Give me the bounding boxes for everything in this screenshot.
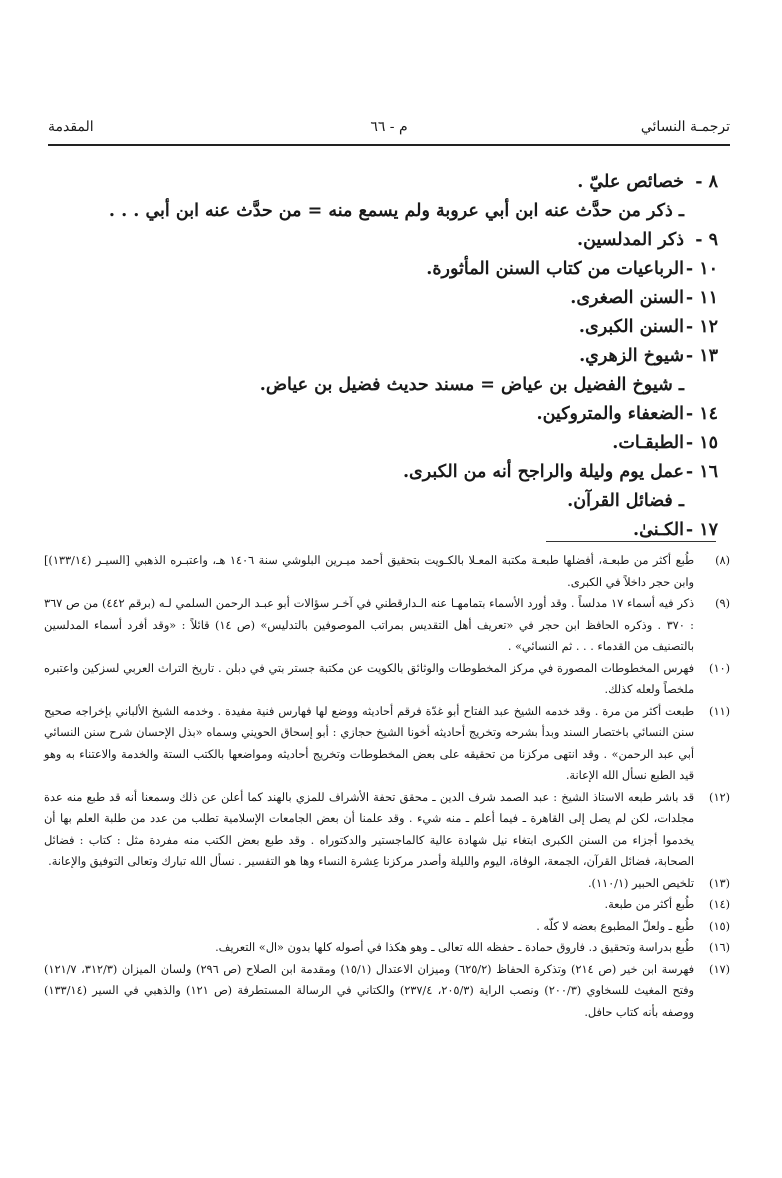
item-text: ذكر المدلسين. xyxy=(576,230,684,250)
footnote-text: تلخيص الحبير (١١٠/١). xyxy=(587,876,694,890)
item-text: ـ شيوخ الفضيل بن عياض = مسند حديث فضيل بن عياض. xyxy=(259,375,684,395)
footnote xyxy=(44,658,730,701)
item-number: ٨ - xyxy=(695,172,718,192)
footnote xyxy=(44,550,730,593)
footnote-separator xyxy=(546,541,716,542)
item-number: ١٥ - xyxy=(685,433,718,453)
list-item xyxy=(60,487,710,516)
list-item xyxy=(60,168,718,197)
header-section-title: المقدمة xyxy=(48,119,94,135)
footnote xyxy=(44,937,730,959)
item-text: السنن الكبرى. xyxy=(578,317,684,337)
footnote-text: طُبع ـ ولعلّ المطبوع بعضه لا كلّه . xyxy=(536,919,694,933)
list-item xyxy=(60,400,718,429)
footnote-number: (١٤) xyxy=(709,898,730,911)
footnote-text: قد باشر طبعه الاستاذ الشيخ : عبد الصمد شرف الدين ـ محقق تحفة الأشراف للمزي بالهند كما أعلن عن ذلك وسمعنا أنه قد طبع منه عدة مجلدات، لكن لم يصل إلى القاهرة ـ فيما أعلم ـ منه شيء . وقد علمنا أن بعض الجامعات الإسلامية تطلب من عدد من طلبة العلم بها أن يخدموا أجزاء من السنن الكبرى ابتغاء نيل شهادة عالية كالماجستير والدكتوراه . وقد طبع بعض الكتب منه مفردة مثل : كتاب : فضائل الصحابة، فضائل القرآن، الجمعة، الوفاة، اليوم والليلة وأصدر مركزنا عِشرة النساء وها هو التفسير . نسأل الله تبارك وتعالى التوفيق والإعانة. xyxy=(44,790,695,868)
item-text: الكـنىٰ. xyxy=(633,520,684,540)
item-number: ١٧ - xyxy=(685,520,718,540)
page-header xyxy=(48,114,730,140)
footnote-number: (١٠) xyxy=(709,661,730,675)
list-item xyxy=(60,342,718,371)
footnote-text: طُبع أكثر من طبعـة، أفضلها طبعـة مكتبة المعـلا بالكـويت بتحقيق أحمد ميـرين البلوشي سنة ١٤٠٦ هـ، واعتبـره الذهبي [السيـر (١٣٣/١٤)] وابن حجر داخلاً في الكبرى. xyxy=(44,554,694,589)
item-text: الطبقـات. xyxy=(612,433,684,453)
footnote-text: ذكر فيه أسماء ١٧ مدلساً . وقد أورد الأسماء بتمامهـا عنه الـدارقطني في آخـر سؤالات أبو عبـد الرحمن السلمي لـه (برقم ٤٤٢) من ص ٣٦٧ : ٣٧٠ . وذكره الحافظ ابن حجر في «تعريف أهل التقديس بمراتب الموصوفين بالتدليس» (ص ١٤) قائلاً : «وقد أفرد أسماء المدلسين بالتصنيف من القدماء . . . ثم النسائي» . xyxy=(44,597,695,653)
footnote-number: (٩) xyxy=(715,597,730,610)
item-text: السنن الصغرى. xyxy=(570,288,684,308)
item-number: ١٣ - xyxy=(685,346,718,366)
item-text: الضعفاء والمتروكين. xyxy=(536,404,684,424)
footnote xyxy=(44,916,730,938)
footnote-text: فهرس المخطوطات المصورة في مركز المخطوطات والوثائق بالكويت عن مكتبة جستر بتي في دبلن . تاريخ التراث العربي لسزكين واعتبره ملخصاً ولعله كذلك. xyxy=(44,661,694,696)
item-text: شيوخ الزهري. xyxy=(579,346,684,366)
footnote xyxy=(44,787,730,873)
item-number: ٩ - xyxy=(695,230,718,250)
list-item xyxy=(60,371,710,400)
footnotes xyxy=(44,550,730,1023)
footnote-text: طُبع أكثر من طبعة. xyxy=(604,898,694,911)
header-page-number: م - ٦٦ xyxy=(370,119,408,135)
list-item xyxy=(60,458,718,487)
footnote-number: (١٢) xyxy=(709,790,730,804)
footnote-number: (١١) xyxy=(709,704,730,718)
item-number: ١١ - xyxy=(685,288,718,308)
list-item xyxy=(60,284,718,313)
footnote-number: (١٧) xyxy=(709,962,730,976)
footnote xyxy=(44,959,730,1024)
item-text: ـ ذكر من حدَّث عنه ابن أبي عروبة ولم يسمع منه = من حدَّث عنه ابن أبي . . . xyxy=(108,201,684,221)
item-number: ١٤ - xyxy=(685,404,718,424)
list-item xyxy=(60,255,718,284)
footnote-text: طُبع بدراسة وتحقيق د. فاروق حمادة ـ حفظه الله تعالى ـ وهو هكذا في أصوله كلها بدون «ال» التعريف. xyxy=(215,941,694,954)
footnote-number: (١٣) xyxy=(709,876,730,890)
footnote-number: (١٦) xyxy=(709,941,730,954)
footnote xyxy=(44,701,730,787)
list-item xyxy=(60,429,718,458)
footnote-number: (٨) xyxy=(715,554,730,567)
list-item xyxy=(60,313,718,342)
footnote xyxy=(44,593,730,658)
item-text: عمل يوم وليلة والراجح أنه من الكبرى. xyxy=(402,462,684,482)
works-list xyxy=(60,168,718,545)
item-text: خصائص عليّ . xyxy=(577,172,684,192)
header-rule xyxy=(48,144,730,146)
item-number: ١٦ - xyxy=(685,462,718,482)
footnote xyxy=(44,894,730,916)
header-book-title: ترجمـة النسائي xyxy=(640,119,730,135)
list-item xyxy=(60,197,710,226)
item-text: الرباعيات من كتاب السنن المأثورة. xyxy=(426,259,684,279)
footnote-number: (١٥) xyxy=(709,919,730,933)
item-number: ١٢ - xyxy=(685,317,718,337)
item-number: ١٠ - xyxy=(685,259,718,279)
item-text: ـ فضائل القرآن. xyxy=(567,491,684,511)
footnote-text: فهرسة ابن خير (ص ٢١٤) وتذكرة الحفاظ (٦٢٥/٢) وميزان الاعتدال (١٥/١) ومقدمة ابن الصلاح (ص ٢٩٦) ولسان الميزان (٣١٢/٣، ١٢١/٧) وفتح المغيث للسخاوي (٢٠٠/٣) ونصب الراية (٢٠٥/٣، ٢٣٧/٤) والكتاني في الرسالة المستطرفة (ص ١٢١) والذهبي في السير (١٣٣/١٤) ووصفه بأنه كتاب حافل. xyxy=(44,962,695,1019)
footnote xyxy=(44,873,730,895)
footnote-text: طبعت أكثر من مرة . وقد خدمه الشيخ عبد الفتاح أبو غدّة فرقم أحاديثه ووضع لها فهارس فنية مفيدة . وخدمه الشيخ الألباني بإخراجه صحيح سنن النسائي باختصار السند وبدأ بشرحه وتخريج أحاديثه أخونا الشيخ حجازي : أبو إسحاق الحويني وسماه «بذل الإحسان شرح سنن النسائي أبي عبد الرحمن» . وقد انتهى مركزنا من تحقيقه على بعض المخطوطات وتخريج أحاديثه ومواضعها بالكتب الستة والخدمة والاعتناء به وهو قيد الطبع نسأل الله الإعانة. xyxy=(44,704,694,782)
list-item xyxy=(60,226,718,255)
